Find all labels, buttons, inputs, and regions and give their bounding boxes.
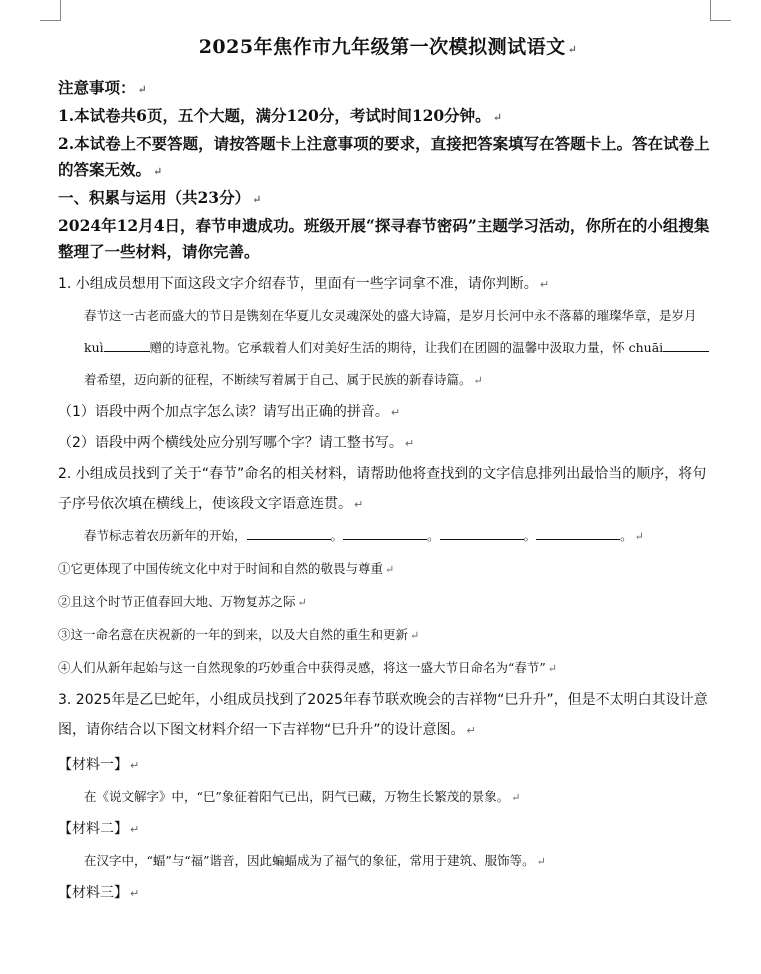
question-2-option-2: ②且这个时节正值春回大地、万物复苏之际 ↵ [58,594,307,609]
question-2-option-1: ①它更体现了中国传统文化中对于时间和自然的敬畏与尊重 ↵ [58,561,395,576]
answer-blank[interactable] [663,339,709,352]
answer-blank[interactable] [440,527,524,540]
page-corner-mark-right [710,0,731,21]
section-intro: 2024年12月4日，春节申遗成功。班级开展“探寻春节密码”主题学习活动，你所在的小组搜集整理了一些材料，请你完善。 [58,216,710,261]
question-2-stem: 2. 小组成员找到了关于“春节”命名的相关材料，请帮助他将查找到的文字信息排列出最恰当的顺序，将句子序号依次填在横线上，使该段文字语意连贯。 ↵ [58,466,707,512]
section-heading: 一、积累与运用（共23分） ↵ [58,188,262,207]
exam-page [58,28,718,909]
notice-item-1: 1.本试卷共6页，五个大题，满分120分，考试时间120分钟。 ↵ [58,106,502,125]
question-1-sub-1: （1）语段中两个加点字怎么读？请写出正确的拼音。 ↵ [58,404,401,420]
answer-blank[interactable] [343,527,427,540]
material-3-label: 【材料三】 ↵ [58,885,140,901]
question-1-passage: 春节这一古老而盛大的节日是镌刻在华夏儿女灵魂深处的盛大诗篇，是岁月长河中永不落幕的璀璨华章，是岁月 kuì 赠的诗意礼物。它承载着人们对美好生活的期待，让我们在团圆的温馨中汲取力量，怀 chuāi着希望，迈向新的征程，不断续写着属于自己、属于民族的新春诗篇。 ↵ [58,300,718,397]
answer-blank[interactable] [536,527,620,540]
question-2-option-4: ④人们从新年起始与这一自然现象的巧妙重合中获得灵感，将这一盛大节日命名为“春节” ↵ [58,660,558,675]
question-2-lead: 春节标志着农历新年的开始， 。 。 。 。 ↵ [84,528,644,543]
page-corner-mark-left [40,0,61,21]
question-2-option-3: ③这一命名意在庆祝新的一年的到来，以及大自然的重生和更新 ↵ [58,627,420,642]
material-2-text: 在汉字中，“蝠”与“福”谐音，因此蝙蝠成为了福气的象征，常用于建筑、服饰等。 ↵ [84,853,546,868]
answer-blank[interactable] [104,339,150,352]
notice-item-2: 2.本试卷上不要答题，请按答题卡上注意事项的要求，直接把答案填写在答题卡上。答在试卷上的答案无效。 ↵ [58,134,710,179]
material-2-label: 【材料二】 ↵ [58,821,140,837]
notice-heading: 注意事项： ↵ [58,78,147,97]
question-1-sub-2: （2）语段中两个横线处应分别写哪个字？请工整书写。 ↵ [58,435,415,451]
answer-blank[interactable] [247,527,331,540]
material-1-text: 在《说文解字》中，“巳”象征着阳气已出，阴气已藏，万物生长繁茂的景象。 ↵ [84,789,521,804]
page-title: 2025年焦作市九年级第一次模拟测试语文 ↵ [198,36,578,58]
material-1-label: 【材料一】 ↵ [58,757,140,773]
question-1-stem: 1. 小组成员想用下面这段文字介绍春节，里面有一些字词拿不准，请你判断。 ↵ [58,276,550,292]
question-3-stem: 3. 2025年是乙巳蛇年，小组成员找到了2025年春节联欢晚会的吉祥物“巳升升”，但是不太明白其设计意图，请你结合以下图文材料介绍一下吉祥物“巳升升”的设计意图。 ↵ [58,692,708,738]
